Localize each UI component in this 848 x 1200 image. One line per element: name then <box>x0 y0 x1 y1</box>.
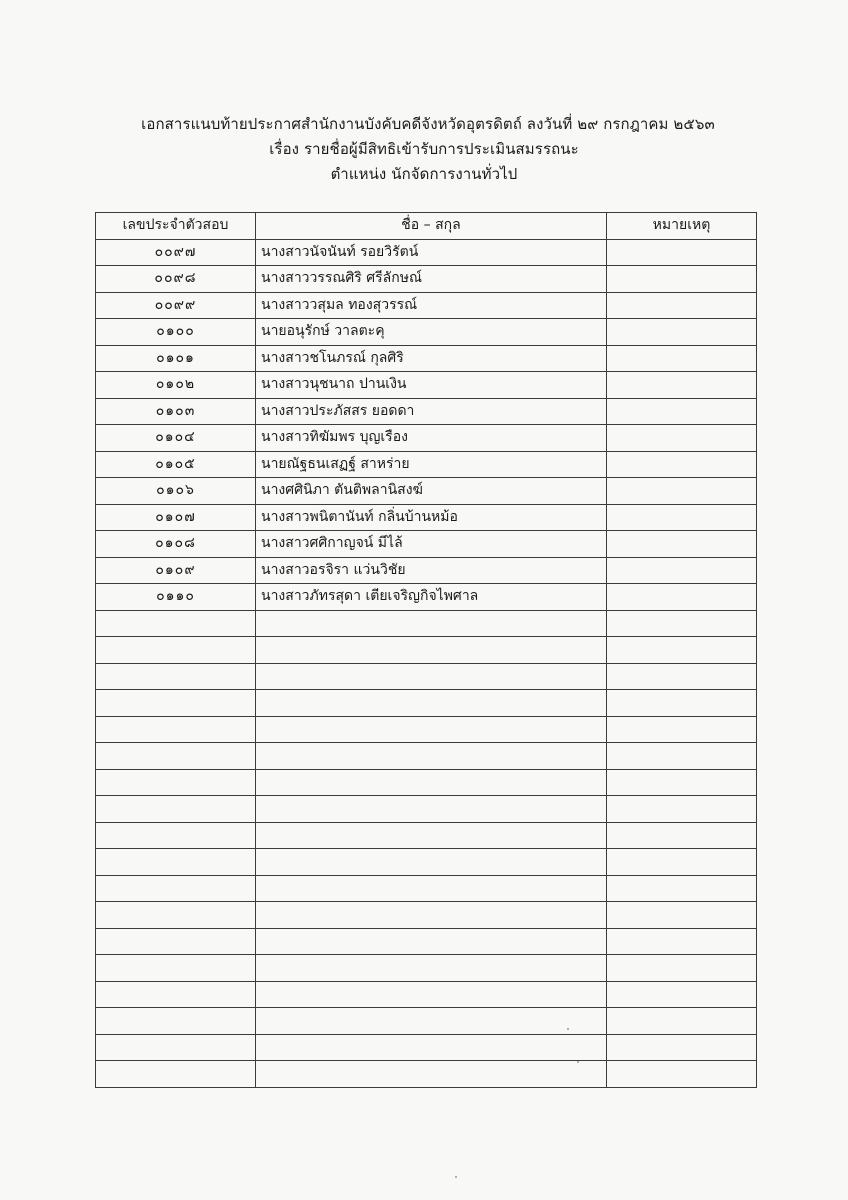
blank-cell <box>256 1008 607 1035</box>
blank-cell <box>96 796 256 823</box>
blank-cell <box>96 716 256 743</box>
blank-cell <box>256 663 607 690</box>
blank-table-row <box>96 981 757 1008</box>
blank-cell <box>607 1008 757 1035</box>
table-row <box>96 478 757 505</box>
blank-table-row <box>96 822 757 849</box>
blank-cell <box>256 928 607 955</box>
blank-cell <box>256 690 607 717</box>
blank-cell <box>96 1008 256 1035</box>
table-row <box>96 292 757 319</box>
column-header-exam-number: เลขประจำตัวสอบ <box>96 213 256 240</box>
remark-cell <box>607 372 757 399</box>
blank-table-row <box>96 928 757 955</box>
blank-table-row <box>96 955 757 982</box>
exam-number-cell: ๐๑๐๘ <box>96 531 256 558</box>
exam-number-cell: ๐๑๐๕ <box>96 451 256 478</box>
exam-number-cell: ๐๑๐๙ <box>96 557 256 584</box>
document-header <box>0 112 848 187</box>
exam-number-cell: ๐๐๙๗ <box>96 239 256 266</box>
blank-cell <box>256 796 607 823</box>
document-subject: เรื่อง รายชื่อผู้มีสิทธิเข้ารับการประเมินสมรรถนะ <box>269 140 579 158</box>
exam-number-cell: ๐๑๐๗ <box>96 504 256 531</box>
blank-cell <box>256 902 607 929</box>
exam-number-cell: ๐๑๐๔ <box>96 425 256 452</box>
remark-cell <box>607 266 757 293</box>
blank-cell <box>96 849 256 876</box>
blank-cell <box>607 637 757 664</box>
exam-number-cell: ๐๑๐๐ <box>96 319 256 346</box>
blank-cell <box>96 690 256 717</box>
blank-cell <box>607 875 757 902</box>
blank-cell <box>96 663 256 690</box>
blank-cell <box>256 955 607 982</box>
full-name-cell: นางสาวพนิตานันท์ กลิ่นบ้านหม้อ <box>256 504 607 531</box>
table-row <box>96 425 757 452</box>
exam-number-cell: ๐๐๙๘ <box>96 266 256 293</box>
remark-cell <box>607 557 757 584</box>
blank-cell <box>96 610 256 637</box>
blank-cell <box>96 1034 256 1061</box>
full-name-cell: นางสาวภัทรสุดา เตียเจริญกิจไพศาล <box>256 584 607 611</box>
table-header-row <box>96 213 757 240</box>
remark-cell <box>607 504 757 531</box>
blank-cell <box>607 1034 757 1061</box>
full-name-cell: นางสาวทิฆัมพร บุญเรือง <box>256 425 607 452</box>
table-row <box>96 319 757 346</box>
full-name-cell: นางสาววสุมล ทองสุวรรณ์ <box>256 292 607 319</box>
remark-cell <box>607 345 757 372</box>
blank-table-row <box>96 769 757 796</box>
blank-cell <box>256 716 607 743</box>
blank-table-row <box>96 1061 757 1088</box>
blank-cell <box>256 769 607 796</box>
full-name-cell: นางสาวอรจิรา แว่นวิชัย <box>256 557 607 584</box>
table-body <box>96 239 757 1087</box>
blank-cell <box>607 690 757 717</box>
blank-table-row <box>96 1008 757 1035</box>
blank-cell <box>96 743 256 770</box>
blank-cell <box>607 716 757 743</box>
blank-cell <box>256 1034 607 1061</box>
blank-cell <box>256 637 607 664</box>
blank-cell <box>96 955 256 982</box>
blank-cell <box>607 796 757 823</box>
table-row <box>96 504 757 531</box>
remark-cell <box>607 451 757 478</box>
remark-cell <box>607 425 757 452</box>
blank-cell <box>256 1061 607 1088</box>
blank-cell <box>96 637 256 664</box>
blank-table-row <box>96 637 757 664</box>
exam-number-cell: ๐๐๙๙ <box>96 292 256 319</box>
remark-cell <box>607 478 757 505</box>
full-name-cell: นายอนุรักษ์ วาลตะคุ <box>256 319 607 346</box>
blank-cell <box>96 822 256 849</box>
blank-table-row <box>96 716 757 743</box>
blank-cell <box>607 902 757 929</box>
blank-cell <box>256 849 607 876</box>
table-row <box>96 398 757 425</box>
table-row <box>96 451 757 478</box>
table-row <box>96 345 757 372</box>
full-name-cell: นางศศินิภา ตันติพลานิสงฆ์ <box>256 478 607 505</box>
full-name-cell: นางสาวนัจนันท์ รอยวิรัตน์ <box>256 239 607 266</box>
exam-number-cell: ๐๑๐๓ <box>96 398 256 425</box>
blank-cell <box>607 955 757 982</box>
blank-cell <box>607 743 757 770</box>
blank-cell <box>607 610 757 637</box>
blank-cell <box>96 769 256 796</box>
blank-table-row <box>96 743 757 770</box>
blank-table-row <box>96 849 757 876</box>
full-name-cell: นางสาวนุชนาถ ปานเงิน <box>256 372 607 399</box>
remark-cell <box>607 531 757 558</box>
blank-cell <box>607 663 757 690</box>
table-row <box>96 584 757 611</box>
blank-cell <box>607 769 757 796</box>
blank-table-row <box>96 663 757 690</box>
blank-cell <box>607 928 757 955</box>
blank-cell <box>256 822 607 849</box>
blank-table-row <box>96 796 757 823</box>
blank-cell <box>256 610 607 637</box>
full-name-cell: นางสาววรรณศิริ ศรีลักษณ์ <box>256 266 607 293</box>
table-row <box>96 266 757 293</box>
column-header-remark: หมายเหตุ <box>607 213 757 240</box>
blank-cell <box>256 875 607 902</box>
blank-table-row <box>96 875 757 902</box>
remark-cell <box>607 319 757 346</box>
position-title: ตำแหน่ง นักจัดการงานทั่วไป <box>330 165 518 183</box>
blank-cell <box>96 1061 256 1088</box>
scan-speck <box>577 1061 579 1063</box>
blank-table-row <box>96 1034 757 1061</box>
blank-cell <box>607 981 757 1008</box>
exam-number-cell: ๐๑๐๒ <box>96 372 256 399</box>
full-name-cell: นางสาวประภัสสร ยอดดา <box>256 398 607 425</box>
remark-cell <box>607 239 757 266</box>
remark-cell <box>607 398 757 425</box>
full-name-cell: นายณัฐธนเสฏฐ์ สาหร่าย <box>256 451 607 478</box>
remark-cell <box>607 292 757 319</box>
blank-table-row <box>96 690 757 717</box>
full-name-cell: นางสาวศศิกาญจน์ มีไล้ <box>256 531 607 558</box>
candidate-table <box>95 212 757 1088</box>
announcement-reference: เอกสารแนบท้ายประกาศสำนักงานบังคับคดีจังหวัดอุตรดิตถ์ ลงวันที่ ๒๙ กรกฎาคม ๒๕๖๓ <box>141 115 715 133</box>
table-row <box>96 531 757 558</box>
full-name-cell: นางสาวชโนภรณ์ กุลศิริ <box>256 345 607 372</box>
blank-table-row <box>96 610 757 637</box>
blank-cell <box>256 743 607 770</box>
table-row <box>96 372 757 399</box>
scan-speck <box>455 1176 457 1178</box>
blank-cell <box>607 822 757 849</box>
scan-speck <box>567 1028 569 1030</box>
exam-number-cell: ๐๑๐๑ <box>96 345 256 372</box>
table-row <box>96 239 757 266</box>
blank-cell <box>256 981 607 1008</box>
blank-cell <box>607 1061 757 1088</box>
table-row <box>96 557 757 584</box>
blank-cell <box>96 981 256 1008</box>
column-header-full-name: ชื่อ – สกุล <box>256 213 607 240</box>
blank-cell <box>607 849 757 876</box>
exam-number-cell: ๐๑๐๖ <box>96 478 256 505</box>
blank-cell <box>96 902 256 929</box>
blank-table-row <box>96 902 757 929</box>
remark-cell <box>607 584 757 611</box>
exam-number-cell: ๐๑๑๐ <box>96 584 256 611</box>
blank-cell <box>96 875 256 902</box>
blank-cell <box>96 928 256 955</box>
